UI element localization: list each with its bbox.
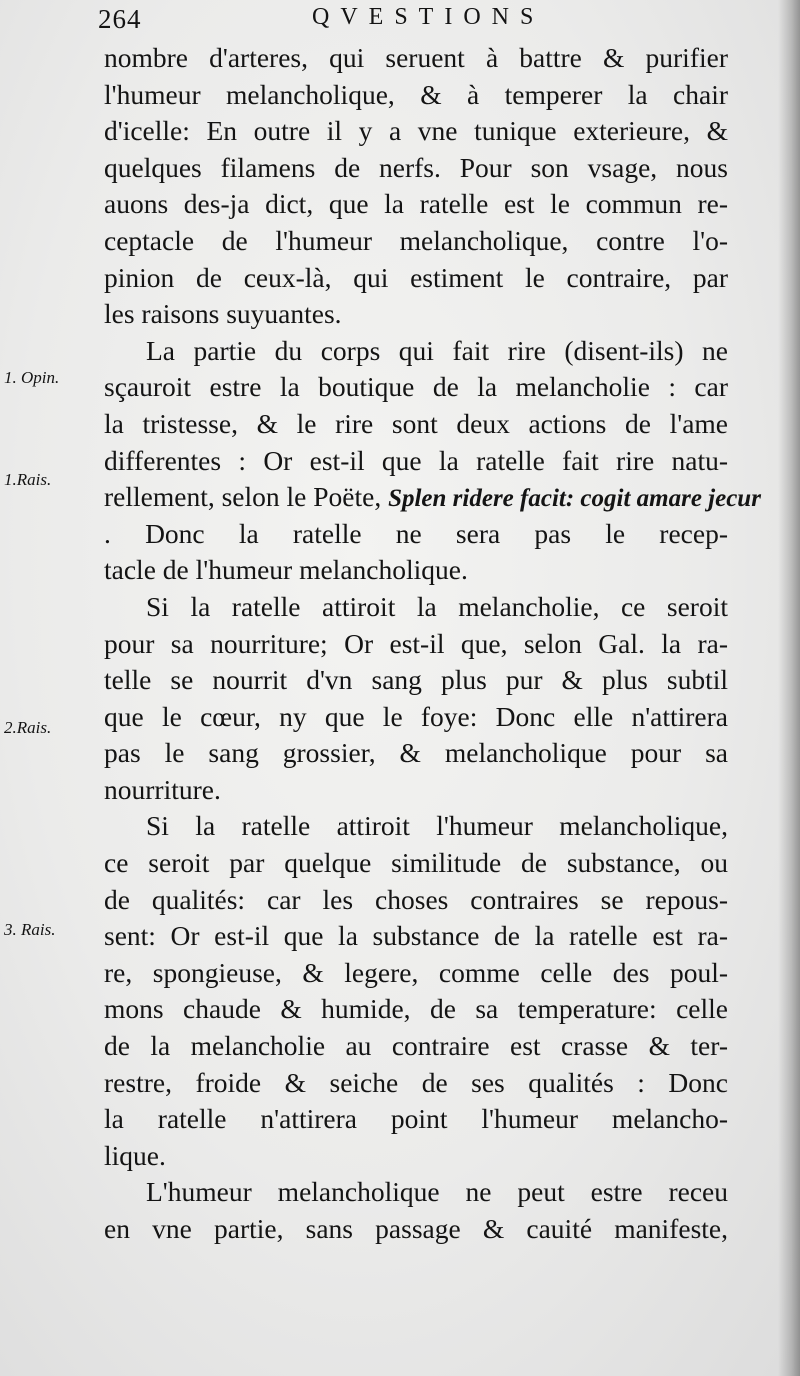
binding-shadow <box>778 0 800 1376</box>
text-line: nourriture. <box>104 773 221 805</box>
text-line: pinion de ceux-là, qui estiment le contraire, par <box>104 261 728 293</box>
margin-note-rais-1: 1.Rais. <box>4 470 52 489</box>
page-header <box>98 4 718 38</box>
text-line: de la melancholie au contraire est crasse & ter- <box>104 1030 728 1062</box>
paragraph-start-line: La partie du corps qui fait rire (disent-ils) ne <box>146 334 728 366</box>
margin-note-rais-3: 3. Rais. <box>4 920 56 939</box>
margin-note-rais-2: 2.Rais. <box>4 718 52 737</box>
text-line: lique. <box>104 1139 166 1171</box>
text-line: quelques filamens de nerfs. Pour son vsage, nous <box>104 151 728 183</box>
margin-note-opin: 1. Opin. <box>4 368 60 387</box>
text-line: ceptacle de l'humeur melancholique, contre l'o- <box>104 224 728 256</box>
text-line: l'humeur melancholique, & à temperer la chair <box>104 78 728 110</box>
latin-quotation: Splen ridere facit: cogit amare jecur <box>388 485 761 513</box>
text-line: la ratelle n'attirera point l'humeur melancho- <box>104 1103 728 1135</box>
text-line: pour sa nourriture; Or est-il que, selon Gal. la ra- <box>104 627 728 659</box>
running-head: QVESTIONS <box>312 4 545 30</box>
text-segment: rellement, selon le Poëte, <box>104 481 382 513</box>
text-line: d'icelle: En outre il y a vne tunique exterieure, & <box>104 115 728 147</box>
text-line: re, spongieuse, & legere, comme celle des poul- <box>104 956 728 988</box>
text-line: nombre d'arteres, qui seruent à battre & purifier <box>104 42 728 73</box>
text-line: differentes : Or est-il que la ratelle fait rire natu- <box>104 444 728 476</box>
text-line: mons chaude & humide, de sa temperature: celle <box>104 993 728 1025</box>
text-line: les raisons suyuantes. <box>104 298 342 330</box>
text-line: auons des-ja dict, que la ratelle est le commun re- <box>104 188 728 220</box>
text-line: ce seroit par quelque similitude de substance, ou <box>104 847 728 879</box>
text-line: . Donc la ratelle ne sera pas le recep- <box>104 517 728 549</box>
text-line: sent: Or est-il que la substance de la ratelle est ra- <box>104 920 728 952</box>
paragraph-start-line: L'humeur melancholique ne peut estre receu <box>146 1176 728 1208</box>
text-line: en vne partie, sans passage & cauité manifeste, <box>104 1213 728 1244</box>
paragraph-start-line: Si la ratelle attiroit la melancholie, ce seroit <box>146 590 728 622</box>
text-line: sçauroit estre la boutique de la melancholie : car <box>104 371 728 403</box>
paragraph-start-line: Si la ratelle attiroit l'humeur melancholique, <box>146 810 728 842</box>
text-line: de qualités: car les choses contraires se repous- <box>104 883 728 915</box>
text-line: telle se nourrit d'vn sang plus pur & plus subtil <box>104 664 728 696</box>
text-line: tacle de l'humeur melancholique. <box>104 554 468 586</box>
text-line: que le cœur, ny que le foye: Donc elle n'attirera <box>104 700 728 732</box>
text-line: la tristesse, & le rire sont deux actions de l'ame <box>104 407 728 439</box>
text-line: restre, froide & seiche de ses qualités : Donc <box>104 1066 728 1098</box>
page-number: 264 <box>98 4 142 34</box>
text-line-with-quote <box>104 479 761 516</box>
body-text <box>104 40 761 1248</box>
text-line: pas le sang grossier, & melancholique pour sa <box>104 737 728 769</box>
